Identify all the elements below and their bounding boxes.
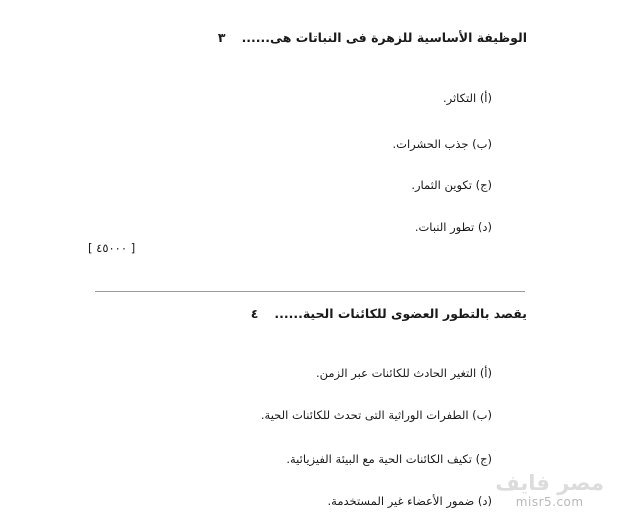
question-3-marks: [ ٤٥٠٠٠ ] [88, 241, 136, 255]
choice-3-d: (د) تطور النبات. [414, 220, 492, 234]
watermark-latin: misr5.com [515, 495, 584, 509]
choice-4-b: (ب) الطفرات الوراثية التى تحدث للكائنات الحية. [260, 408, 492, 422]
question-3-number: ٣ [217, 30, 226, 45]
watermark-arabic: مصر فايف [495, 470, 604, 495]
choice-3-a: (أ) التكاثر. [442, 91, 492, 105]
question-4-number: ٤ [250, 306, 259, 321]
question-4-heading [0, 306, 622, 321]
choice-3-c: (ج) تكوين الثمار. [411, 178, 492, 192]
choice-4-c: (ج) تكيف الكائنات الحية مع البيئة الفيزيائية. [286, 452, 492, 466]
question-4-text: يقصد بالتطور العضوى للكائنات الحية...... [274, 306, 527, 321]
choice-4-d: (د) ضمور الأعضاء غير المستخدمة. [327, 494, 492, 508]
question-3-text: الوظيفة الأساسية للزهرة فى النباتات هى...... [241, 30, 527, 45]
section-divider [95, 291, 525, 292]
choice-3-b: (ب) جذب الحشرات. [392, 137, 492, 151]
choice-4-a: (أ) التغير الحادث للكائنات عبر الزمن. [315, 366, 492, 380]
watermark [495, 472, 604, 509]
question-3-heading [0, 30, 622, 45]
